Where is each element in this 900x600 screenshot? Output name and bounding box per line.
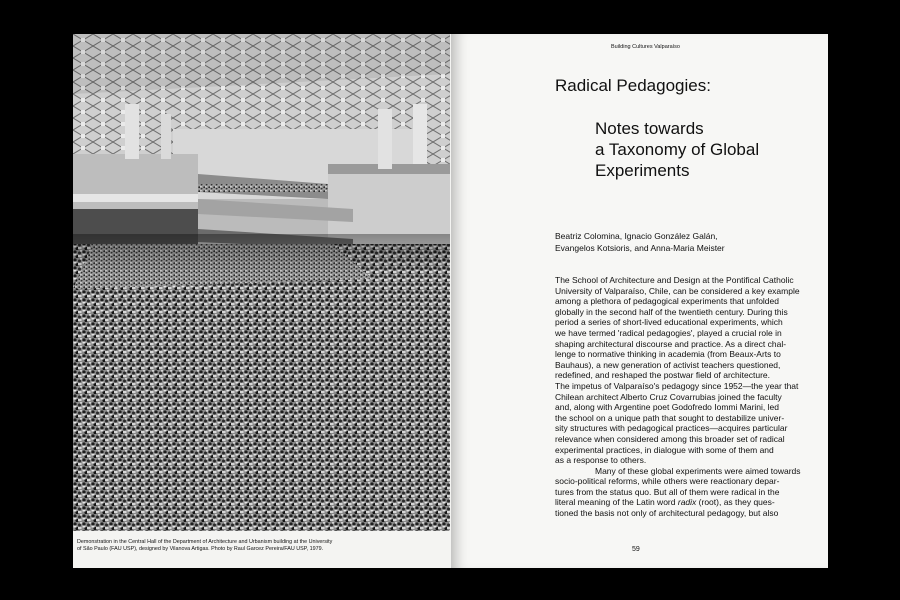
body-line: shaping architectural discourse and practice. As a direct chal- bbox=[555, 338, 787, 349]
body-line: experimental practices, in dialogue with some of them and bbox=[555, 444, 774, 455]
body-text bbox=[555, 275, 817, 519]
body-line: lenge to normative thinking in academia (from Beaux-Arts to bbox=[555, 349, 781, 360]
caption-line: of São Paulo (FAU USP), designed by Vilanova Artigas. Photo by Raul Garcez Pereira/FAU USP, 1979. bbox=[77, 546, 324, 552]
body-line: period a series of short-lived educational experiments, which bbox=[555, 317, 783, 328]
author-line: Evangelos Kotsioris, and Anna-Maria Meister bbox=[555, 243, 725, 253]
running-head: Building Cultures Valparaíso bbox=[611, 44, 680, 50]
article-title: Radical Pedagogies: bbox=[555, 76, 711, 95]
body-line: the school on a unique path that sought to destabilize univer- bbox=[555, 412, 785, 423]
body-line: tioned the basis not only of architectural pedagogy, but also bbox=[555, 508, 779, 519]
caption-line: Demonstration in the Central Hall of the Department of Architecture and Urbanism building at the University bbox=[77, 539, 333, 545]
crowd-photograph bbox=[73, 34, 450, 531]
article-subtitle bbox=[595, 118, 795, 181]
body-line: Bauhaus), a new generation of activist teachers questioned, bbox=[555, 359, 781, 370]
body-line: Many of these global experiments were aimed towards bbox=[595, 465, 801, 476]
subtitle-line: Experiments bbox=[595, 161, 690, 180]
body-line: socio-political reforms, while others were reactionary depar- bbox=[555, 476, 780, 487]
subtitle-line: Notes towards bbox=[595, 119, 704, 138]
body-line: globally in the second half of the twentieth century. During this bbox=[555, 306, 788, 317]
body-line: we have termed 'radical pedagogies', played a crucial role in bbox=[555, 327, 782, 338]
author-list bbox=[555, 230, 815, 254]
body-line: tures from the status quo. But all of them were radical in the bbox=[555, 486, 780, 497]
body-line: as a response to others. bbox=[555, 455, 647, 466]
body-line: The School of Architecture and Design at the Pontifical Catholic bbox=[555, 275, 794, 285]
subtitle-line: a Taxonomy of Global bbox=[595, 140, 760, 159]
body-line: literal meaning of the Latin word radix (root), as they ques- bbox=[555, 497, 775, 508]
book-spread bbox=[73, 34, 828, 568]
author-line: Beatriz Colomina, Ignacio González Galán, bbox=[555, 231, 718, 241]
page-number: 59 bbox=[632, 546, 640, 553]
left-page bbox=[73, 34, 451, 568]
body-line: sity structures with pedagogical practices—acquires particular bbox=[555, 423, 788, 434]
body-line: Chilean architect Alberto Cruz Covarrubias joined the faculty bbox=[555, 391, 782, 402]
body-line: relevance when considered among this broader set of radical bbox=[555, 433, 785, 444]
body-line: among a plethora of pedagogical experiments that unfolded bbox=[555, 296, 779, 307]
photo-caption bbox=[77, 539, 437, 553]
right-page bbox=[451, 34, 828, 568]
body-line: University of Valparaíso, Chile, can be considered a key example bbox=[555, 285, 800, 296]
body-line: redefined, and reshaped the postwar field of architecture. bbox=[555, 370, 770, 381]
body-line: and, along with Argentine poet Godofredo Iommi Marini, led bbox=[555, 402, 779, 413]
body-line: The impetus of Valparaíso's pedagogy since 1952—the year that bbox=[555, 380, 799, 391]
